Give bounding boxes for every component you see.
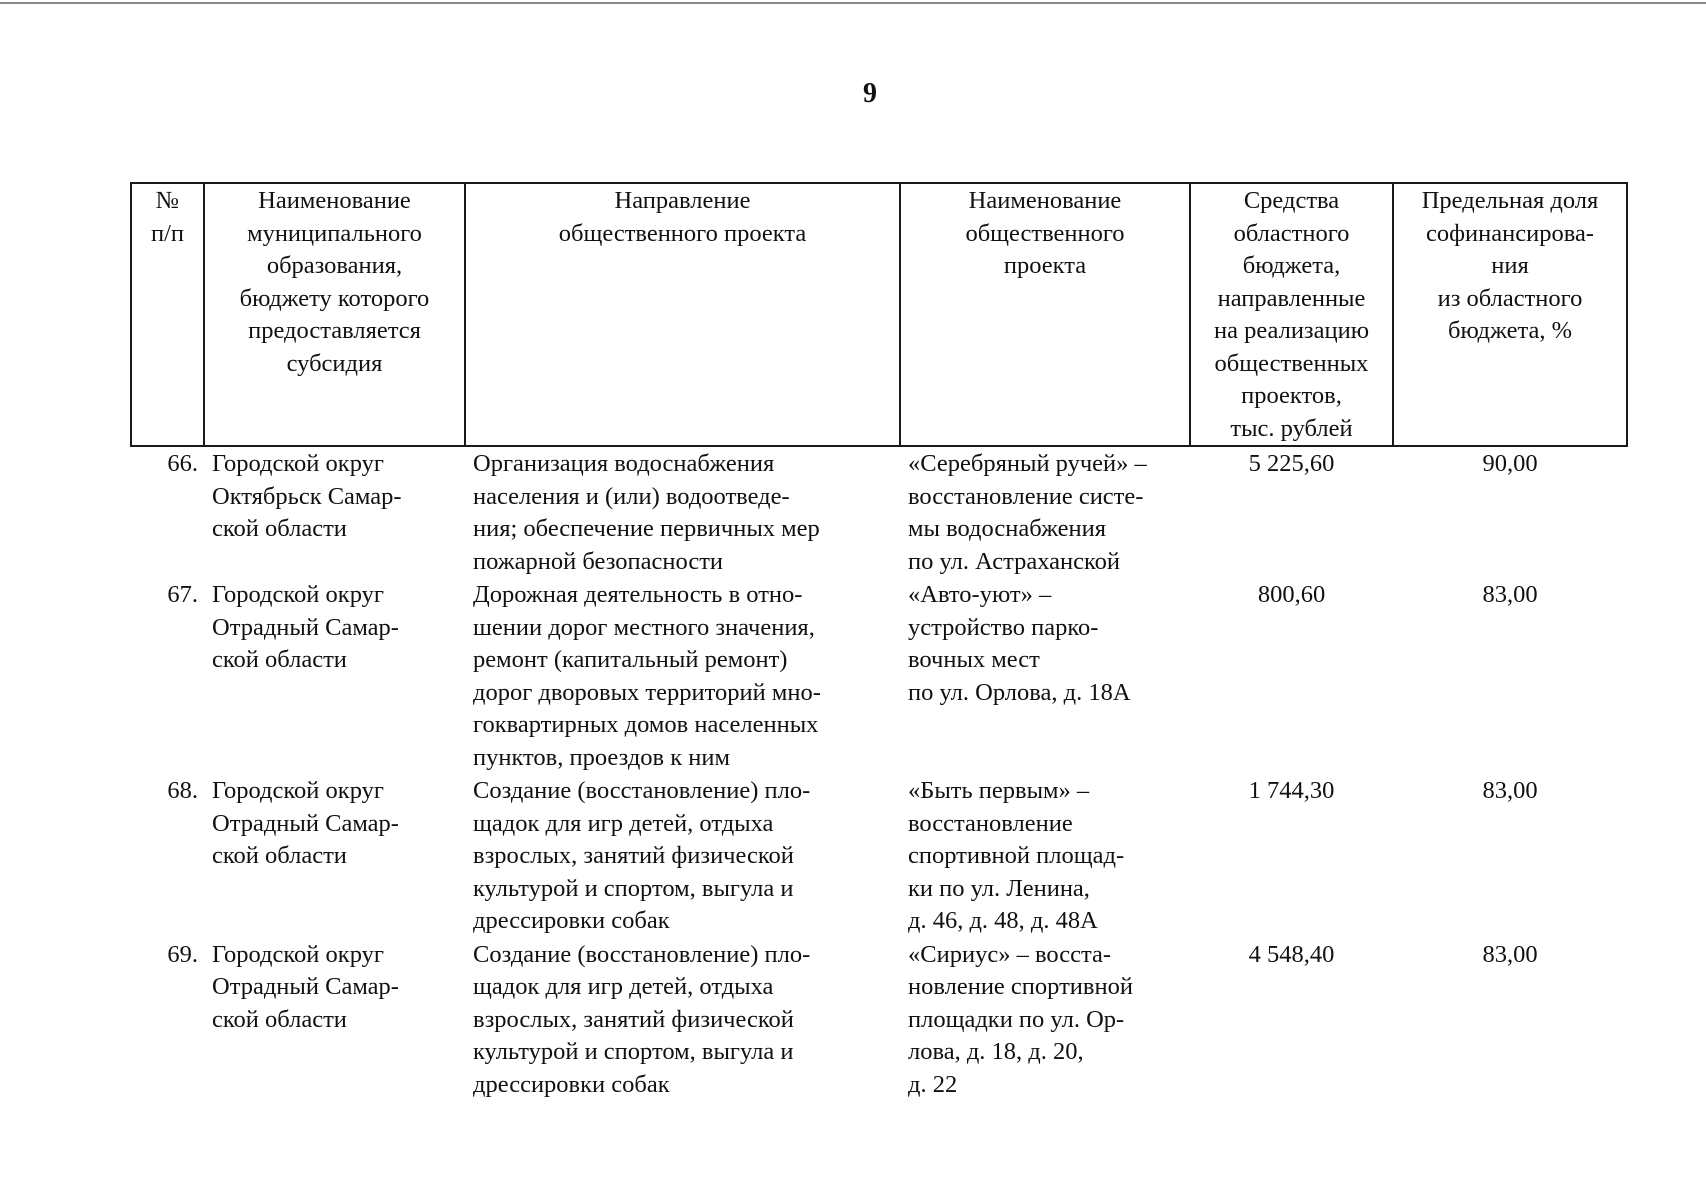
table-row [131,578,1627,774]
row-direction: Создание (восстановление) пло- щадок для игр детей, отдыха взрослых, занятий физической культурой и спортом, выгула и дрессировки собак [473,777,811,934]
row-number: 69. [167,940,198,968]
row-share: 83,00 [1482,581,1538,608]
row-share: 90,00 [1482,450,1538,477]
row-project: «Быть первым» – восстановление спортивной площад- ки по ул. Ленина, д. 46, д. 48, д. 48А [908,777,1125,934]
header-cofinancing-share: Предельная доля софинансирова- ния из областного бюджета, % [1393,183,1627,446]
row-project: «Авто-уют» – устройство парко- вочных мест по ул. Орлова, д. 18А [908,581,1131,706]
row-direction: Организация водоснабжения населения и (или) водоотведе- ния; обеспечение первичных мер пожарной безопасности [473,450,820,575]
table-header [131,183,1627,446]
top-border-line [0,2,1706,4]
row-amount: 5 225,60 [1248,450,1335,477]
subsidy-table [130,182,1628,1101]
header-number: № п/п [131,183,204,446]
row-project: «Серебряный ручей» – восстановление систе- мы водоснабжения по ул. Астраханской [908,450,1147,575]
table-row [131,774,1627,938]
row-share: 83,00 [1482,940,1538,968]
row-project: «Сириус» – восста- новление спортивной площадки по ул. Ор- лова, д. 18, д. 20, д. 22 [908,940,1133,1098]
row-municipality: Городской округ Октябрьск Самар- ской области [212,450,402,542]
header-municipality: Наименование муниципального образования, бюджету которого предоставляется субсидия [204,183,465,446]
row-number: 66. [167,450,198,477]
row-municipality: Городской округ Отрадный Самар- ской области [212,940,399,1033]
row-amount: 1 744,30 [1248,777,1335,804]
row-municipality: Городской округ Отрадный Самар- ской области [212,581,399,673]
row-amount: 800,60 [1257,581,1326,608]
header-budget-funds: Средства областного бюджета, направленные на реализацию общественных проектов, тыс. рублей [1190,183,1393,446]
table-row [131,938,1627,1102]
table-row [131,446,1627,578]
header-project-direction: Направление общественного проекта [465,183,900,446]
row-municipality: Городской округ Отрадный Самар- ской области [212,777,399,869]
header-row [131,183,1627,446]
row-number: 68. [167,777,198,804]
header-project-name: Наименование общественного проекта [900,183,1190,446]
table-body [131,446,1627,1101]
row-number: 67. [167,581,198,608]
page-number: 9 [863,78,877,109]
row-direction: Дорожная деятельность в отно- шении дорог местного значения, ремонт (капитальный ремонт) дорог дворовых территорий мно- гоквартирных домов населенных пунктов, проездов к ним [473,581,821,771]
row-direction: Создание (восстановление) пло- щадок для игр детей, отдыха взрослых, занятий физической культурой и спортом, выгула и дрессировки собак [473,940,811,1098]
row-share: 83,00 [1482,777,1538,804]
row-amount: 4 548,40 [1248,940,1335,968]
